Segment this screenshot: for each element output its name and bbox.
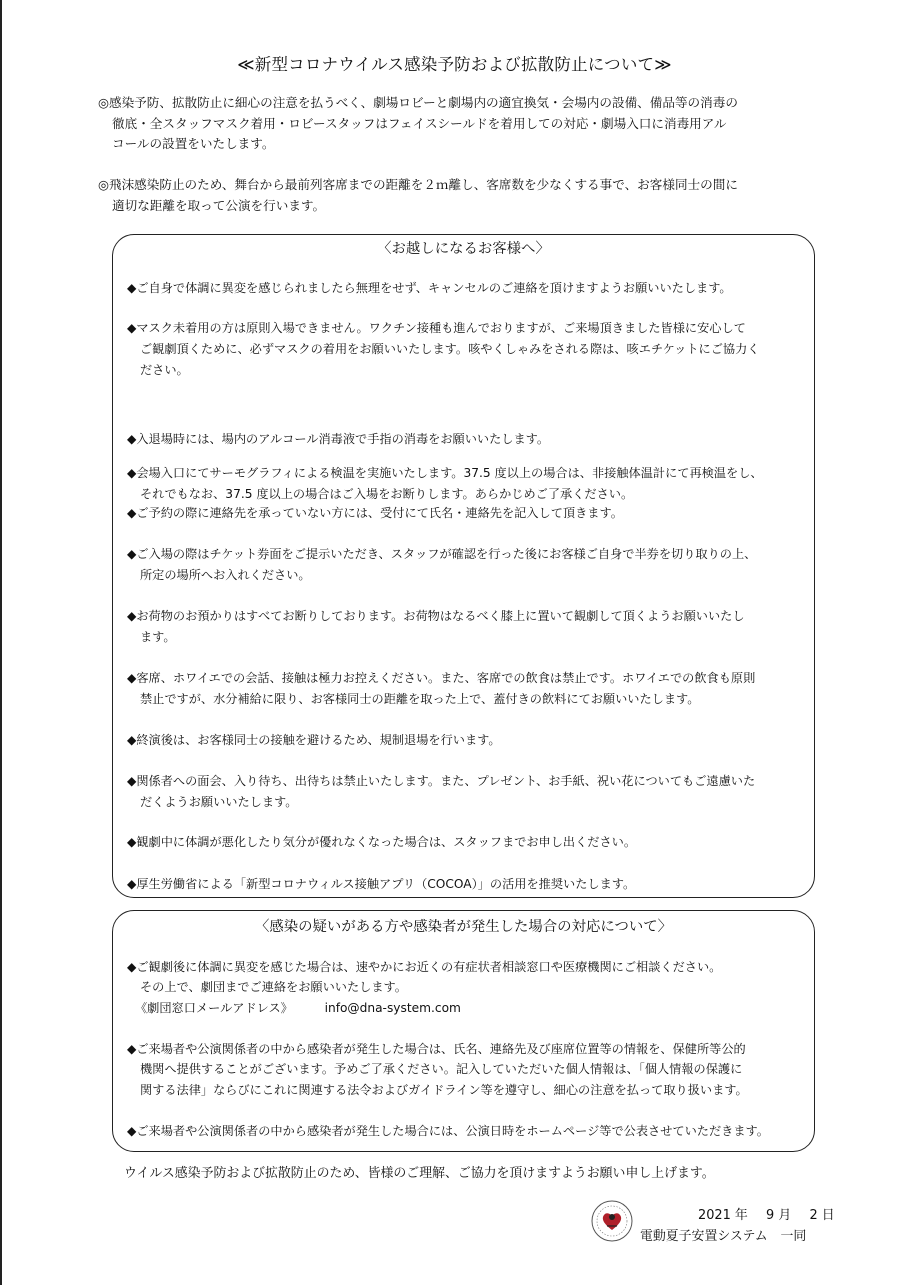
guideline-item-feeling-unwell bbox=[127, 832, 803, 853]
guideline-item-health bbox=[127, 278, 803, 299]
guideline-item-ticket bbox=[127, 544, 803, 586]
intro-line: ◎飛沫感染防止のため、舞台から最前列客席までの距離を２ｍ離し、客席数を少なくする事で、お客様同士の間に bbox=[98, 177, 738, 192]
guideline-line: それでもなお、37.5 度以上の場合はご入場をお断りします。あらかじめご了承ください。 bbox=[140, 486, 634, 501]
guideline-line: ◆観劇中に体調が悪化したり気分が優れなくなった場合は、スタッフまでお申し出ください。 bbox=[127, 835, 637, 849]
guideline-line: ◆ご自身で体調に異変を感じられましたら無理をせず、キャンセルのご連絡を頂けますようお願いいたします。 bbox=[127, 281, 732, 295]
response-line: ◆ご来場者や公演関係者の中から感染者が発生した場合は、氏名、連絡先及び座席位置等の情報を、保健所等公的 bbox=[127, 1042, 746, 1056]
guideline-line: ◆ご入場の際はチケット券面をご提示いただき、スタッフが確認を行った後にお客様ご自身で半券を切り取りの上、 bbox=[127, 547, 757, 561]
response-item-personal-info bbox=[127, 1039, 803, 1100]
response-line: 関する法律」ならびにこれに関連する法令およびガイドライン等を遵守し、細心の注意を払って取り扱います。 bbox=[140, 1082, 748, 1097]
guideline-line: ◆関係者への面会、入り待ち、出待ちは禁止いたします。また、プレゼント、お手紙、祝い花についてもご遠慮いた bbox=[127, 774, 756, 788]
guideline-line: 所定の場所へお入れください。 bbox=[140, 567, 311, 582]
company-signature: 電動夏子安置システム 一同 bbox=[640, 1229, 807, 1244]
date-day-unit: 日 bbox=[821, 1208, 835, 1223]
guideline-item-meetings bbox=[127, 771, 803, 813]
date-day: 2 bbox=[809, 1208, 818, 1223]
date-month-unit: 月 bbox=[778, 1208, 792, 1223]
guideline-item-conversation bbox=[127, 668, 803, 710]
response-item-consult bbox=[127, 957, 803, 1018]
date-year: 2021 bbox=[698, 1208, 731, 1223]
guideline-line: だくようお願いいたします。 bbox=[140, 794, 298, 809]
guideline-line: ◆お荷物のお預かりはすべてお断りしております。お荷物はなるべく膝上に置いて観劇して頂くようお願いいたし bbox=[127, 609, 745, 623]
intro-line: 適切な距離を取って公演を行います。 bbox=[112, 197, 326, 213]
guideline-item-exit bbox=[127, 730, 803, 751]
guideline-line: ◆会場入口にてサーモグラフィによる検温を実施いたします。37.5 度以上の場合は、非接触体温計にて再検温をし、 bbox=[127, 466, 763, 480]
response-line: 機関へ提供することがございます。予めご了承ください。記入していただいた個人情報は、「個人情報の保護に bbox=[140, 1062, 743, 1077]
intro-line: コールの設置をいたします。 bbox=[112, 136, 275, 151]
guideline-line: 禁止ですが、水分補給に限り、お客様同士の距離を取った上で、蓋付きの飲料にてお願いいたします。 bbox=[140, 691, 700, 706]
guideline-line: ◆客席、ホワイエでの会話、接触は極力お控えください。また、客席での飲食は禁止です。ホワイエでの飲食も原則 bbox=[127, 671, 756, 685]
guideline-line: ◆マスク未着用の方は原則入場できません。ワクチン接種も進んでおりますが、ご来場頂きました皆様に安心して bbox=[127, 321, 746, 335]
guideline-line: ◆入退場時には、場内のアルコール消毒液で手指の消毒をお願いいたします。 bbox=[127, 432, 550, 446]
guideline-item-cocoa bbox=[127, 874, 803, 895]
intro-paragraph-ventilation bbox=[98, 93, 823, 155]
guideline-line: ご観劇頂くために、必ずマスクの着用をお願いいたします。咳やくしゃみをされる際は、咳エチケットにご協力く bbox=[140, 341, 760, 356]
visitor-guidelines-title: 〈お越しになるお客様へ〉 bbox=[377, 241, 550, 257]
intro-line: ◎感染予防、拡散防止に細心の注意を払うべく、劇場ロビーと劇場内の適宜換気・会場内の設備、備品等の消毒の bbox=[98, 95, 738, 110]
left-page-rule bbox=[0, 0, 2, 1285]
guideline-line: ださい。 bbox=[140, 362, 189, 377]
guideline-line: ◆終演後は、お客様同士の接触を避けるため、規制退場を行います。 bbox=[127, 733, 501, 747]
guideline-item-mask bbox=[127, 318, 803, 380]
intro-paragraph-distance bbox=[98, 175, 823, 216]
intro-line: 徹底・全スタッフマスク着用・ロビースタッフはフェイスシールドを着用しての対応・劇場入口に消毒用アル bbox=[112, 115, 727, 131]
guideline-item-luggage bbox=[127, 606, 803, 648]
guideline-item-sanitize bbox=[127, 429, 803, 450]
date-year-unit: 年 bbox=[734, 1208, 748, 1223]
date-month: 9 bbox=[766, 1208, 775, 1223]
company-seal-icon bbox=[590, 1199, 634, 1243]
mail-row bbox=[127, 998, 803, 1018]
response-item-announcement bbox=[127, 1121, 803, 1141]
response-line: ◆ご来場者や公演関係者の中から感染者が発生した場合には、公演日時をホームページ等で公表させていただきます。 bbox=[127, 1124, 769, 1138]
page-title: ≪新型コロナウイルス感染予防および拡散防止について≫ bbox=[237, 55, 672, 74]
visitor-guidelines-box bbox=[112, 234, 815, 898]
guideline-item-temperature bbox=[127, 463, 803, 505]
guideline-line: ◆ご予約の際に連絡先を承っていない方には、受付にて氏名・連絡先を記入して頂きます。 bbox=[127, 506, 623, 520]
response-line: その上で、劇団までご連絡をお願いいたします。 bbox=[140, 980, 407, 995]
guideline-line: ます。 bbox=[140, 629, 176, 644]
closing-message: ウイルス感染予防および拡散防止のため、皆様のご理解、ご協力を頂けますようお願い申し上げます。 bbox=[124, 1166, 715, 1181]
infection-response-title: 〈感染の疑いがある方や感染者が発生した場合の対応について〉 bbox=[254, 919, 673, 935]
guideline-item-contact-info bbox=[127, 503, 803, 524]
mail-label: 《劇団窓口メールアドレス》 bbox=[135, 1000, 293, 1015]
response-line: ◆ご観劇後に体調に異変を感じた場合は、速やかにお近くの有症状者相談窓口や医療機関にご相談ください。 bbox=[127, 960, 722, 974]
infection-response-box bbox=[112, 910, 815, 1152]
mail-address-link[interactable]: info@dna-system.com bbox=[324, 1000, 461, 1015]
issue-date bbox=[698, 1204, 835, 1223]
guideline-line: ◆厚生労働省による「新型コロナウィルス接触アプリ（COCOA）」の活用を推奨いたします。 bbox=[127, 877, 636, 891]
